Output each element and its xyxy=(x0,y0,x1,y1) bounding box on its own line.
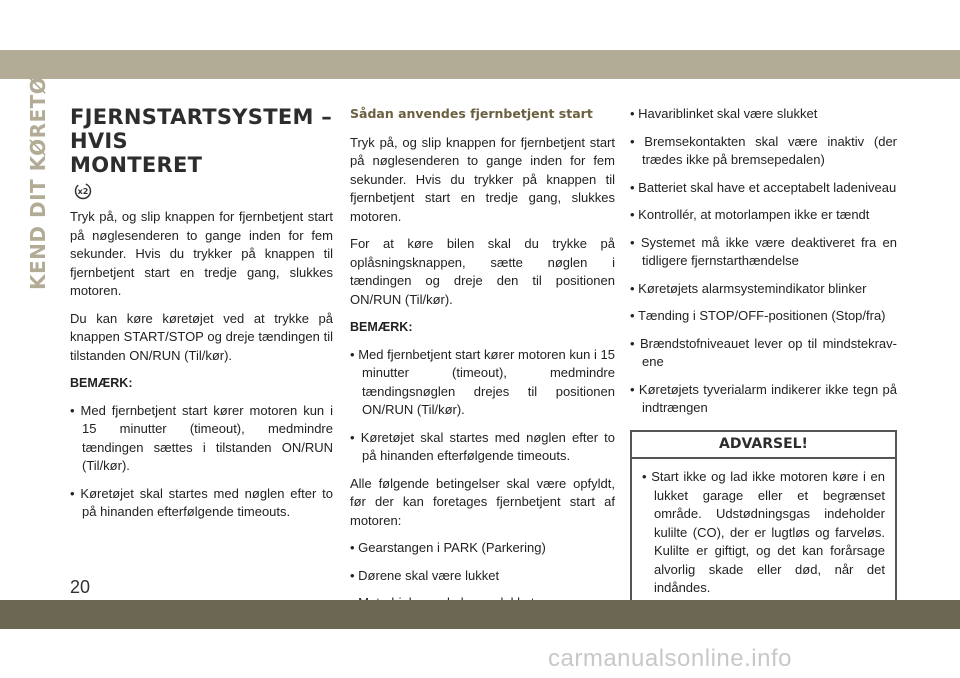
list-item: • Med fjernbetjent start kører motoren kun i 15 minutter (timeout), medmindre tændingsnøglen drejes til positionen ON/RUN (Til/kør). xyxy=(350,346,615,420)
warning-box xyxy=(630,430,897,617)
note-list xyxy=(70,402,333,522)
conditions-list-continued xyxy=(630,105,897,418)
list-item: • Dørene skal være lukket xyxy=(350,567,615,586)
list-item: • Bremsekontakten skal være inaktiv (der trædes ikke på bremsepedalen) xyxy=(630,133,897,170)
list-item: • Køretøjet skal startes med nøglen efter to på hinanden efterfølgende timeouts. xyxy=(350,429,615,466)
list-item: • Med fjernbetjent start kører motoren kun i 15 minutter (timeout), medmindre tændingen sættes i tilstanden ON/RUN (Til/kør). xyxy=(70,402,333,476)
list-item: • Brændstofniveauet lever op til mindstekravene xyxy=(630,335,897,372)
list-item: • Køretøjets tyverialarm indikerer ikke tegn på indtrængen xyxy=(630,381,897,418)
column-2 xyxy=(350,105,615,649)
list-item: • Kontrollér, at motorlampen ikke er tændt xyxy=(630,206,897,225)
warning-title: ADVARSEL! xyxy=(632,432,895,460)
column-1 xyxy=(70,105,333,531)
section-title xyxy=(70,105,333,177)
title-line-2: MONTERET xyxy=(70,153,203,177)
watermark-text: carmanualsonline.info xyxy=(548,645,792,672)
section-side-tab: KEND DIT KØRETØJ xyxy=(26,68,50,290)
header-strip xyxy=(0,50,960,79)
usage-paragraph: Tryk på, og slip knappen for fjernbetjent start på nøglesenderen to gange inden for fem sekunder. Hvis du trykker på knappen til fjernbetjent start en tredje gang, slukkes motoren. xyxy=(350,134,615,224)
warning-text: • Start ikke og lad ikke motoren køre i en lukket garage eller et begrænset område. Udstødningsgas indeholder kulilte (CO), der er lugtløs og farveløs. Kulilte er giftigt, og det kan forårsage alvorlig skade eller død, når det indåndes. xyxy=(642,468,885,598)
list-item: • Tænding i STOP/OFF-positionen (Stop/fra) xyxy=(630,307,897,326)
svg-text:x2: x2 xyxy=(77,187,89,196)
list-item: • Systemet må ikke være deaktiveret fra en tidligere fjernstarthændelse xyxy=(630,234,897,271)
unlock-paragraph: For at køre bilen skal du trykke på oplåsningsknappen, sætte nøglen i tændingen og dreje den til positionen ON/RUN (Til/kør). xyxy=(350,236,615,307)
list-item: • Havariblinket skal være slukket xyxy=(630,105,897,124)
warning-body xyxy=(632,459,895,615)
warning-list xyxy=(642,468,885,598)
list-item: • Køretøjets alarmsystemindikator blinker xyxy=(630,280,897,299)
footer-area xyxy=(0,629,960,678)
x2-press-icon xyxy=(74,182,92,200)
note-list xyxy=(350,346,615,466)
list-item: • Batteriet skal have et acceptabelt ladeniveau xyxy=(630,179,897,198)
title-line-1: FJERNSTARTSYSTEM – HVIS xyxy=(70,105,333,153)
page-number: 20 xyxy=(70,577,91,597)
footer-band xyxy=(0,600,960,629)
note-label: BEMÆRK: xyxy=(350,320,413,334)
list-item: • Gearstangen i PARK (Parkering) xyxy=(350,539,615,558)
subsection-title: Sådan anvendes fjernbetjent start xyxy=(350,106,593,121)
intro-paragraph: Tryk på, og slip knappen for fjernbetjent start på nøglesenderen to gange inden for fem sekunder. Hvis du trykker på knappen til fjernbetjent start en tredje gang, slukkes motoren. xyxy=(70,209,333,298)
list-item: • Køretøjet skal startes med nøglen efter to på hinanden efterfølgende timeouts. xyxy=(70,485,333,522)
drive-paragraph: Du kan køre køretøjet ved at trykke på knappen START/STOP og dreje tændingen til tilstanden ON/RUN (Til/kør). xyxy=(70,310,333,363)
conditions-intro: Alle følgende betingelser skal være opfyldt, før der kan foretages fjernbetjent start af motoren: xyxy=(350,475,615,528)
column-3 xyxy=(630,105,897,617)
note-label: BEMÆRK: xyxy=(70,376,133,390)
